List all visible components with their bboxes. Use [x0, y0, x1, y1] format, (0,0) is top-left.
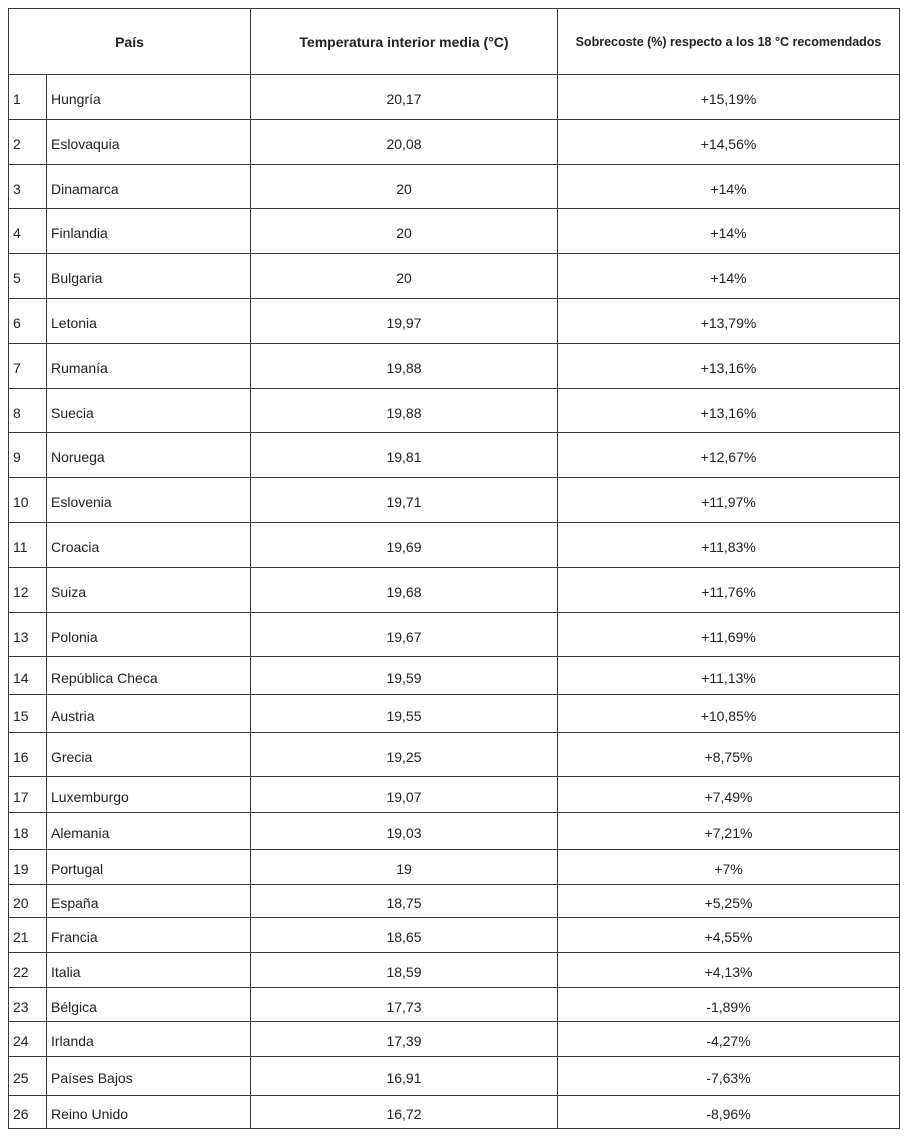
country-cell-text: Alemania [51, 825, 110, 841]
temperature-cell [251, 613, 558, 657]
temperature-cell-text: 19,59 [386, 669, 422, 686]
country-cell-text: República Checa [51, 669, 158, 686]
temperature-cell [251, 299, 558, 344]
table-body [9, 75, 900, 1129]
rank-cell [9, 389, 47, 433]
table-row [9, 75, 900, 120]
rank-cell-text: 5 [13, 270, 21, 286]
temperature-cell-text: 18,59 [386, 964, 422, 980]
temperature-cell [251, 344, 558, 389]
country-cell [47, 813, 251, 850]
temperature-cell-text: 16,72 [386, 1106, 422, 1122]
overcost-cell [558, 389, 900, 433]
country-cell-text: España [51, 895, 99, 911]
overcost-cell [558, 1096, 900, 1129]
overcost-cell [558, 850, 900, 885]
country-cell [47, 254, 251, 299]
table-row [9, 165, 900, 209]
table-row [9, 389, 900, 433]
table-row [9, 733, 900, 777]
temperature-cell-text: 20,08 [386, 136, 422, 152]
table-row [9, 695, 900, 733]
rank-cell-text: 1 [13, 91, 21, 107]
country-cell-text: Austria [51, 707, 95, 724]
overcost-cell-text: +7% [714, 861, 743, 877]
overcost-cell [558, 988, 900, 1022]
overcost-cell-text: +11,97% [701, 494, 756, 510]
overcost-cell [558, 953, 900, 988]
overcost-cell-text: +11,13% [701, 669, 756, 686]
overcost-cell-text: +12,67% [700, 449, 757, 465]
temperature-cell [251, 1096, 558, 1129]
country-cell-text: Portugal [51, 861, 104, 877]
country-cell [47, 344, 251, 389]
overcost-cell [558, 209, 900, 254]
rank-cell-text: 7 [13, 360, 21, 376]
country-cell [47, 433, 251, 478]
country-cell [47, 1096, 251, 1129]
overcost-cell [558, 478, 900, 523]
country-cell-text: Eslovenia [51, 494, 112, 510]
temperature-cell [251, 523, 558, 568]
rank-cell-text: 20 [13, 895, 29, 911]
overcost-cell [558, 75, 900, 120]
rank-cell [9, 1096, 47, 1129]
temperature-cell-text: 20,17 [386, 91, 422, 107]
temperature-cell-text: 19,07 [386, 788, 422, 805]
table-row [9, 657, 900, 695]
temperature-cell [251, 1057, 558, 1096]
table-row [9, 777, 900, 813]
overcost-cell-text: +11,69% [701, 628, 756, 645]
table-row [9, 568, 900, 613]
temperature-cell-text: 19,71 [386, 494, 422, 510]
table-row [9, 918, 900, 953]
overcost-cell [558, 165, 900, 209]
overcost-cell-text: +10,85% [700, 707, 757, 724]
country-cell [47, 885, 251, 918]
rank-cell [9, 165, 47, 209]
rank-cell-text: 10 [13, 494, 29, 510]
overcost-cell-text: +15,19% [700, 91, 757, 107]
overcost-cell-text: +14% [710, 180, 747, 197]
table-row [9, 120, 900, 165]
temperature-cell-text: 16,91 [386, 1070, 422, 1086]
overcost-cell-text: +7,49% [704, 788, 753, 805]
country-cell [47, 75, 251, 120]
overcost-cell [558, 777, 900, 813]
rank-cell-text: 22 [13, 964, 29, 980]
overcost-cell-text: +14,56% [700, 136, 757, 152]
overcost-cell-text: +14% [710, 225, 747, 241]
rank-cell [9, 850, 47, 885]
overcost-cell [558, 695, 900, 733]
overcost-cell-text: -4,27% [706, 1033, 751, 1049]
temperature-cell-text: 20 [396, 270, 412, 286]
rank-cell [9, 1022, 47, 1057]
overcost-cell [558, 299, 900, 344]
rank-cell [9, 988, 47, 1022]
rank-cell-text: 26 [13, 1106, 29, 1122]
header-temperature: Temperatura interior media (°C) [251, 9, 558, 75]
table-row [9, 299, 900, 344]
table-row [9, 988, 900, 1022]
temperature-cell-text: 17,73 [386, 998, 422, 1015]
temperature-table-container [8, 8, 900, 1129]
rank-cell-text: 16 [13, 748, 29, 765]
temperature-cell [251, 777, 558, 813]
overcost-cell-text: -1,89% [706, 998, 751, 1015]
country-cell-text: Eslovaquia [51, 136, 120, 152]
temperature-table [8, 8, 900, 1129]
temperature-cell [251, 254, 558, 299]
country-cell [47, 918, 251, 953]
rank-cell-text: 6 [13, 315, 21, 331]
rank-cell-text: 18 [13, 825, 29, 841]
country-cell-text: Bulgaria [51, 270, 103, 286]
country-cell-text: Suecia [51, 404, 94, 421]
temperature-cell [251, 209, 558, 254]
temperature-cell [251, 657, 558, 695]
table-row [9, 613, 900, 657]
overcost-cell [558, 813, 900, 850]
country-cell [47, 988, 251, 1022]
rank-cell-text: 13 [13, 628, 29, 645]
temperature-cell [251, 120, 558, 165]
temperature-cell [251, 885, 558, 918]
temperature-cell [251, 850, 558, 885]
overcost-cell [558, 733, 900, 777]
table-row [9, 523, 900, 568]
rank-cell [9, 918, 47, 953]
temperature-cell-text: 19,97 [386, 315, 422, 331]
temperature-cell-text: 20 [396, 180, 412, 197]
rank-cell-text: 3 [13, 180, 21, 197]
table-row [9, 1022, 900, 1057]
country-cell-text: Hungría [51, 91, 101, 107]
temperature-cell-text: 19,03 [386, 825, 422, 841]
overcost-cell-text: -8,96% [706, 1106, 751, 1122]
rank-cell [9, 209, 47, 254]
country-cell-text: Francia [51, 929, 98, 945]
rank-cell [9, 885, 47, 918]
temperature-cell-text: 19,55 [386, 707, 422, 724]
rank-cell-text: 12 [13, 584, 29, 600]
country-cell [47, 299, 251, 344]
temperature-cell [251, 953, 558, 988]
temperature-cell-text: 19,68 [386, 584, 422, 600]
temperature-cell [251, 75, 558, 120]
temperature-cell [251, 433, 558, 478]
header-country: País [9, 9, 251, 75]
country-cell-text: Grecia [51, 748, 93, 765]
rank-cell [9, 657, 47, 695]
rank-cell [9, 613, 47, 657]
overcost-cell-text: +7,21% [704, 825, 753, 841]
overcost-cell [558, 568, 900, 613]
country-cell-text: Finlandia [51, 225, 108, 241]
temperature-cell-text: 19,81 [386, 449, 422, 465]
country-cell [47, 695, 251, 733]
overcost-cell-text: +13,16% [700, 404, 757, 421]
country-cell [47, 1022, 251, 1057]
temperature-cell-text: 19,69 [386, 539, 422, 555]
country-cell-text: Países Bajos [51, 1070, 133, 1086]
overcost-cell-text: +8,75% [704, 748, 753, 765]
country-cell [47, 523, 251, 568]
table-row [9, 209, 900, 254]
table-row [9, 813, 900, 850]
table-row [9, 1096, 900, 1129]
rank-cell-text: 24 [13, 1033, 29, 1049]
rank-cell-text: 21 [13, 929, 29, 945]
temperature-cell-text: 19,67 [386, 628, 422, 645]
country-cell [47, 733, 251, 777]
country-cell-text: Dinamarca [51, 180, 119, 197]
rank-cell [9, 523, 47, 568]
rank-cell-text: 23 [13, 998, 29, 1015]
table-row [9, 850, 900, 885]
overcost-cell [558, 1022, 900, 1057]
rank-cell-text: 14 [13, 669, 29, 686]
rank-cell [9, 777, 47, 813]
overcost-cell-text: +13,79% [700, 315, 757, 331]
overcost-cell-text: +5,25% [704, 895, 753, 911]
rank-cell-text: 25 [13, 1070, 29, 1086]
rank-cell-text: 15 [13, 707, 29, 724]
overcost-cell [558, 885, 900, 918]
country-cell-text: Suiza [51, 584, 87, 600]
header-overcost: Sobrecoste (%) respecto a los 18 °C recomendados [558, 9, 900, 75]
country-cell-text: Luxemburgo [51, 788, 129, 805]
rank-cell-text: 8 [13, 404, 21, 421]
country-cell [47, 568, 251, 613]
overcost-cell [558, 433, 900, 478]
country-cell-text: Letonia [51, 315, 97, 331]
temperature-cell-text: 19,25 [386, 748, 422, 765]
temperature-cell-text: 18,65 [386, 929, 422, 945]
overcost-cell-text: +11,76% [701, 584, 756, 600]
country-cell-text: Reino Unido [51, 1106, 129, 1122]
table-header-row [9, 9, 900, 75]
country-cell [47, 165, 251, 209]
table-row [9, 344, 900, 389]
overcost-cell-text: +4,13% [704, 964, 753, 980]
overcost-cell-text: +4,55% [704, 929, 753, 945]
rank-cell-text: 4 [13, 225, 21, 241]
country-cell-text: Irlanda [51, 1033, 94, 1049]
country-cell-text: Croacia [51, 539, 100, 555]
country-cell [47, 389, 251, 433]
country-cell [47, 209, 251, 254]
country-cell [47, 478, 251, 523]
country-cell [47, 120, 251, 165]
temperature-cell [251, 695, 558, 733]
overcost-cell [558, 120, 900, 165]
overcost-cell [558, 1057, 900, 1096]
table-row [9, 478, 900, 523]
country-cell-text: Bélgica [51, 998, 97, 1015]
rank-cell [9, 568, 47, 613]
rank-cell [9, 299, 47, 344]
rank-cell [9, 254, 47, 299]
rank-cell-text: 9 [13, 449, 21, 465]
country-cell [47, 777, 251, 813]
overcost-cell-text: +14% [710, 270, 747, 286]
overcost-cell-text: +13,16% [700, 360, 757, 376]
rank-cell [9, 695, 47, 733]
rank-cell-text: 19 [13, 861, 29, 877]
overcost-cell-text: +11,83% [701, 539, 756, 555]
overcost-cell [558, 613, 900, 657]
overcost-cell [558, 254, 900, 299]
overcost-cell [558, 918, 900, 953]
temperature-cell [251, 165, 558, 209]
rank-cell [9, 733, 47, 777]
table-row [9, 953, 900, 988]
table-row [9, 433, 900, 478]
rank-cell-text: 11 [13, 539, 28, 555]
rank-cell-text: 17 [13, 788, 29, 805]
rank-cell [9, 433, 47, 478]
country-cell-text: Polonia [51, 628, 98, 645]
table-row [9, 885, 900, 918]
country-cell [47, 657, 251, 695]
country-cell-text: Rumanía [51, 360, 108, 376]
table-row [9, 254, 900, 299]
country-cell-text: Noruega [51, 449, 105, 465]
temperature-cell-text: 17,39 [386, 1033, 422, 1049]
rank-cell [9, 120, 47, 165]
temperature-cell [251, 988, 558, 1022]
overcost-cell [558, 523, 900, 568]
temperature-cell [251, 918, 558, 953]
rank-cell [9, 478, 47, 523]
country-cell [47, 1057, 251, 1096]
temperature-cell [251, 568, 558, 613]
overcost-cell-text: -7,63% [706, 1070, 751, 1086]
rank-cell [9, 953, 47, 988]
country-cell [47, 850, 251, 885]
temperature-cell-text: 19,88 [386, 360, 422, 376]
rank-cell [9, 1057, 47, 1096]
temperature-cell [251, 733, 558, 777]
temperature-cell-text: 18,75 [386, 895, 422, 911]
rank-cell [9, 344, 47, 389]
temperature-cell [251, 1022, 558, 1057]
rank-cell [9, 813, 47, 850]
rank-cell-text: 2 [13, 136, 21, 152]
temperature-cell-text: 19 [396, 861, 412, 877]
overcost-cell [558, 344, 900, 389]
country-cell [47, 613, 251, 657]
temperature-cell [251, 478, 558, 523]
overcost-cell [558, 657, 900, 695]
temperature-cell-text: 20 [396, 225, 412, 241]
country-cell [47, 953, 251, 988]
country-cell-text: Italia [51, 964, 81, 980]
table-row [9, 1057, 900, 1096]
temperature-cell [251, 389, 558, 433]
rank-cell [9, 75, 47, 120]
temperature-cell [251, 813, 558, 850]
temperature-cell-text: 19,88 [386, 404, 422, 421]
